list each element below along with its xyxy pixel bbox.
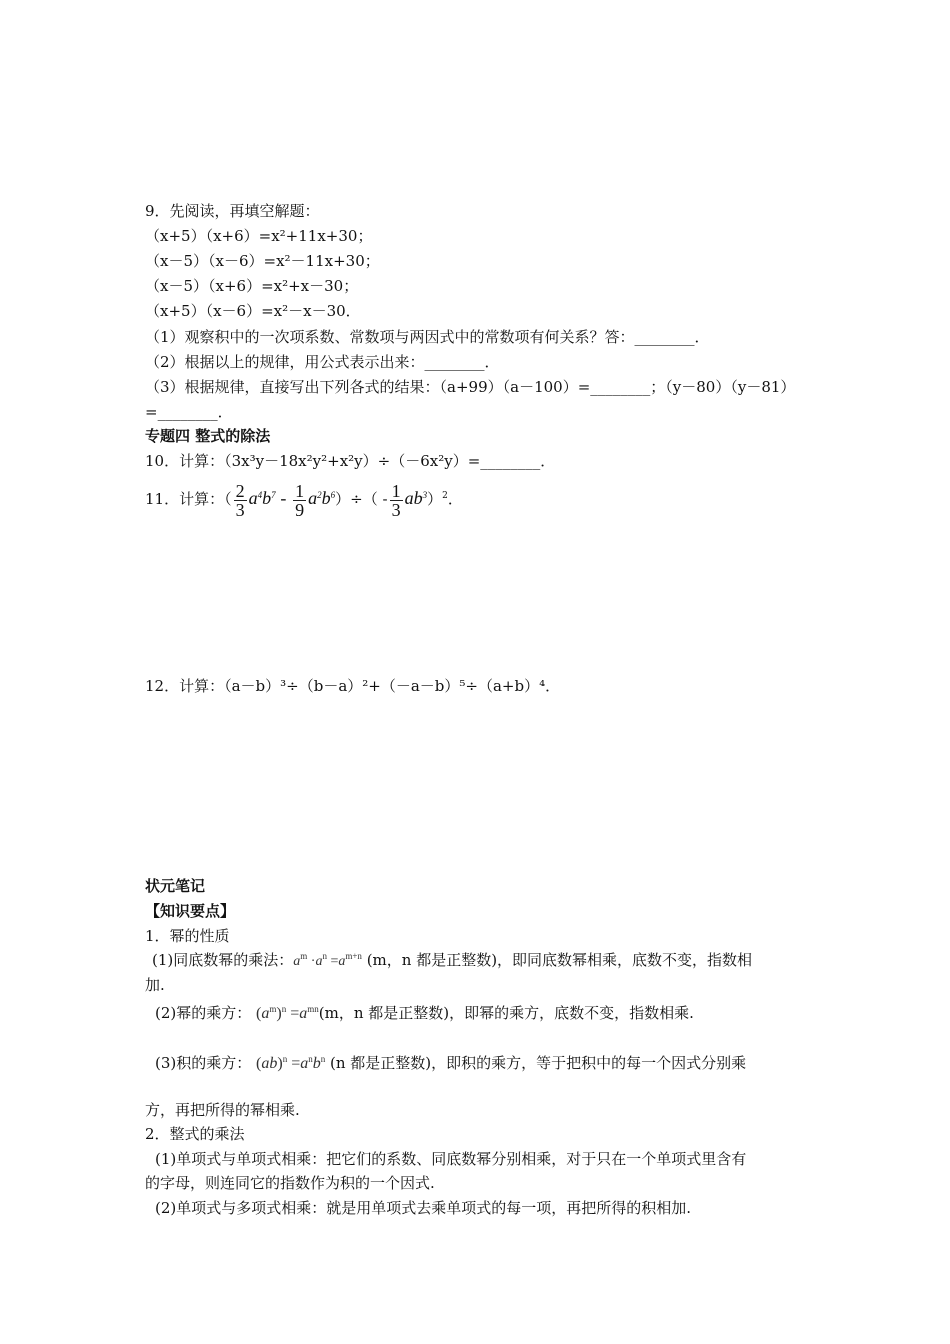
notes-1-1-cont: 加.	[145, 976, 165, 994]
q9-eq1: （x+5）（x+6）=x²+11x+30；	[145, 227, 373, 245]
notes-2-1: (1)单项式与单项式相乘：把它们的系数、同底数幂分别相乘，对于只在一个单项式里含有	[155, 1150, 747, 1168]
q11-prefix: 11．计算：（	[145, 490, 232, 508]
notes-1-2: (2)幂的乘方： $(a^m)^n =a^{mn}(m$，n 都是正整数)，即幂的乘方，底数不变，指数相乘.	[155, 1004, 694, 1022]
q9-eq3: （x－5）（x+6）=x²+x－30；	[145, 277, 359, 295]
q11: 11．计算：（ $\frac{2}{3}$ $a^4b^7$ - $\frac{1}{9}$ $a^2b^6)\div$（ - $\frac{1}{3}$ $ab^3)^2$．	[145, 480, 463, 520]
q9-eq4: （x+5）（x－6）=x²－x－30．	[145, 302, 361, 320]
q12: 12．计算：（a－b）³÷（b－a）²+（－a－b）⁵÷（a+b）⁴．	[145, 677, 561, 695]
notes-1-3-cont: 方，再把所得的幂相乘.	[145, 1101, 300, 1119]
topic4-heading: 专题四 整式的除法	[145, 427, 271, 445]
q11-fraction-2: $\frac{1}{9}$	[295, 480, 305, 520]
notes-2-1-cont: 的字母，则连同它的指数作为积的一个因式.	[145, 1174, 435, 1192]
q11-fraction-3: $\frac{1}{3}$	[391, 480, 401, 520]
q9-part3: （3）根据规律，直接写出下列各式的结果：（a+99）（a－100）=________；（y－80）（y－81）	[145, 378, 796, 396]
notes-1-3: (3)积的乘方： $(ab)^n =a^nb^n$ (n 都是正整数)，即积的乘方，等于把积中的每一个因式分别乘	[155, 1054, 747, 1072]
q9-title: 9．先阅读，再填空解题：	[145, 202, 320, 220]
notes-title: 状元笔记	[145, 877, 206, 895]
notes-heading: 【知识要点】	[145, 902, 236, 920]
notes-section-2: 2．整式的乘法	[145, 1125, 245, 1143]
q11-fraction-1: $\frac{2}{3}$	[235, 480, 245, 520]
q9-eq2: （x－5）（x－6）=x²－11x+30；	[145, 252, 380, 270]
q9-part1: （1）观察积中的一次项系数、常数项与两因式中的常数项有何关系？答：________．	[145, 328, 710, 346]
notes-1-1: (1)同底数幂的乘法：$a^m \cdot a^n =a^{m+n}$ (m，n 都是正整数)，即同底数幂相乘，底数不变，指数相	[152, 951, 753, 969]
notes-2-2: (2)单项式与多项式相乘：就是用单项式去乘单项式的每一项，再把所得的积相加.	[155, 1199, 692, 1217]
notes-section-1: 1．幂的性质	[145, 927, 230, 945]
q10: 10．计算：（3x³y－18x²y²+x²y）÷（－6x²y）=________．	[145, 452, 556, 470]
q9-part2: （2）根据以上的规律，用公式表示出来：________．	[145, 353, 500, 371]
q9-part3-cont: =________．	[145, 403, 233, 421]
